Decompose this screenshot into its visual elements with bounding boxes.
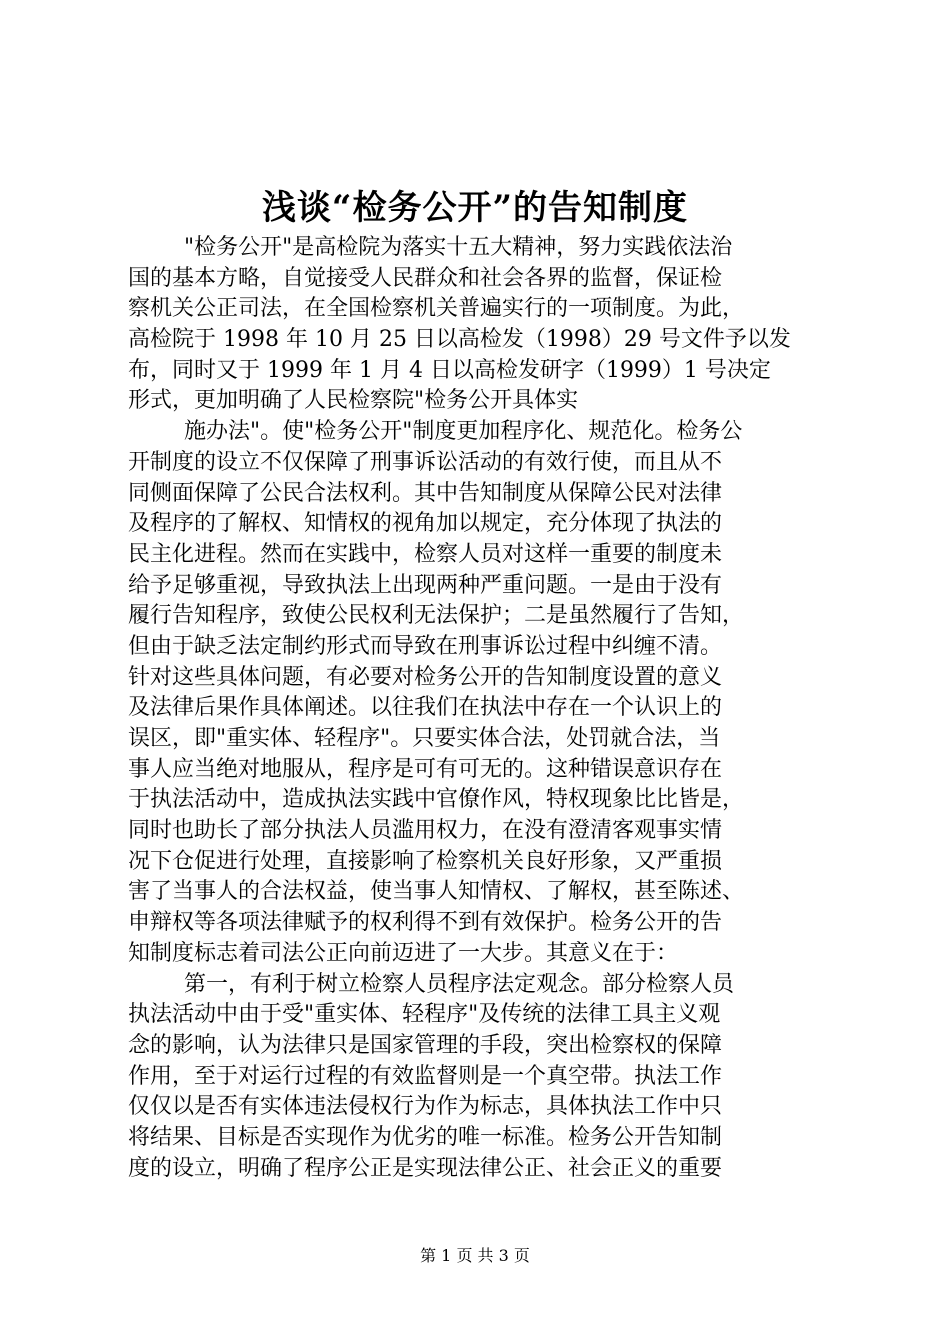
body-line: 及法律后果作具体阐述。以往我们在执法中存在一个认识上的 — [128, 695, 723, 721]
body-line: 针对这些具体问题，有必要对检务公开的告知制度设置的意义 — [128, 664, 723, 690]
body-line: 事人应当绝对地服从，程序是可有可无的。这种错误意识存在 — [128, 756, 723, 782]
body-line: 形式，更加明确了人民检察院"检务公开具体实 — [128, 388, 579, 414]
body-line: 知制度标志着司法公正向前迈进了一大步。其意义在于： — [128, 940, 679, 966]
body-line: 仅仅以是否有实体违法侵权行为作为标志，具体执法工作中只 — [128, 1094, 723, 1120]
body-line: 及程序的了解权、知情权的视角加以规定，充分体现了执法的 — [128, 511, 723, 537]
page-footer: 第 1 页 共 3 页 — [420, 1246, 530, 1265]
body-line: 民主化进程。然而在实践中，检察人员对这样一重要的制度未 — [128, 541, 723, 567]
body-line: 同侧面保障了公民合法权利。其中告知制度从保障公民对法律 — [128, 480, 723, 506]
body-line: 高检院于 1998 年 10 月 25 日以高检发（1998）29 号文件予以发 — [128, 327, 791, 353]
body-line: 误区，即"重实体、轻程序"。只要实体合法，处罚就合法，当 — [128, 726, 721, 751]
body-line: 国的基本方略，自觉接受人民群众和社会各界的监督，保证检 — [128, 265, 723, 291]
body-line: 度的设立，明确了程序公正是实现法律公正、社会正义的重要 — [128, 1155, 723, 1181]
body-line: 申辩权等各项法律赋予的权利得不到有效保护。检务公开的告 — [128, 910, 723, 936]
body-line: 将结果、目标是否实现作为优劣的唯一标准。检务公开告知制 — [128, 1124, 723, 1150]
body-line: 同时也助长了部分执法人员滥用权力，在没有澄清客观事实情 — [128, 818, 723, 844]
body-line: 作用，至于对运行过程的有效监督则是一个真空带。执法工作 — [128, 1063, 723, 1089]
body-line: 于执法活动中，造成执法实践中官僚作风，特权现象比比皆是， — [128, 787, 745, 813]
body-line: 施办法"。使"检务公开"制度更加程序化、规范化。检务公 — [184, 419, 743, 445]
body-line: 但由于缺乏法定制约形式而导致在刑事诉讼过程中纠缠不清。 — [128, 633, 723, 659]
body-line: 履行告知程序，致使公民权利无法保护；二是虽然履行了告知， — [128, 603, 745, 629]
body-line: 执法活动中由于受"重实体、轻程序"及传统的法律工具主义观 — [128, 1002, 721, 1028]
body-line: 开制度的设立不仅保障了刑事诉讼活动的有效行使，而且从不 — [128, 449, 723, 475]
body-line: 念的影响，认为法律只是国家管理的手段，突出检察权的保障 — [128, 1032, 723, 1058]
body-line: 害了当事人的合法权益，使当事人知情权、了解权，甚至陈述、 — [128, 879, 745, 905]
document-body — [128, 233, 828, 1184]
body-line: "检务公开"是高检院为落实十五大精神，努力实践依法治 — [184, 235, 733, 260]
document-title: 浅谈“检务公开”的告知制度 — [261, 188, 689, 228]
body-line: 第一，有利于树立检察人员程序法定观念。部分检察人员 — [184, 971, 735, 997]
body-line: 给予足够重视，导致执法上出现两种严重问题。一是由于没有 — [128, 572, 723, 598]
body-line: 布，同时又于 1999 年 1 月 4 日以高检发研字（1999）1 号决定 — [128, 357, 771, 383]
body-line: 察机关公正司法，在全国检察机关普遍实行的一项制度。为此， — [128, 296, 745, 322]
body-line: 况下仓促进行处理，直接影响了检察机关良好形象，又严重损 — [128, 848, 723, 874]
